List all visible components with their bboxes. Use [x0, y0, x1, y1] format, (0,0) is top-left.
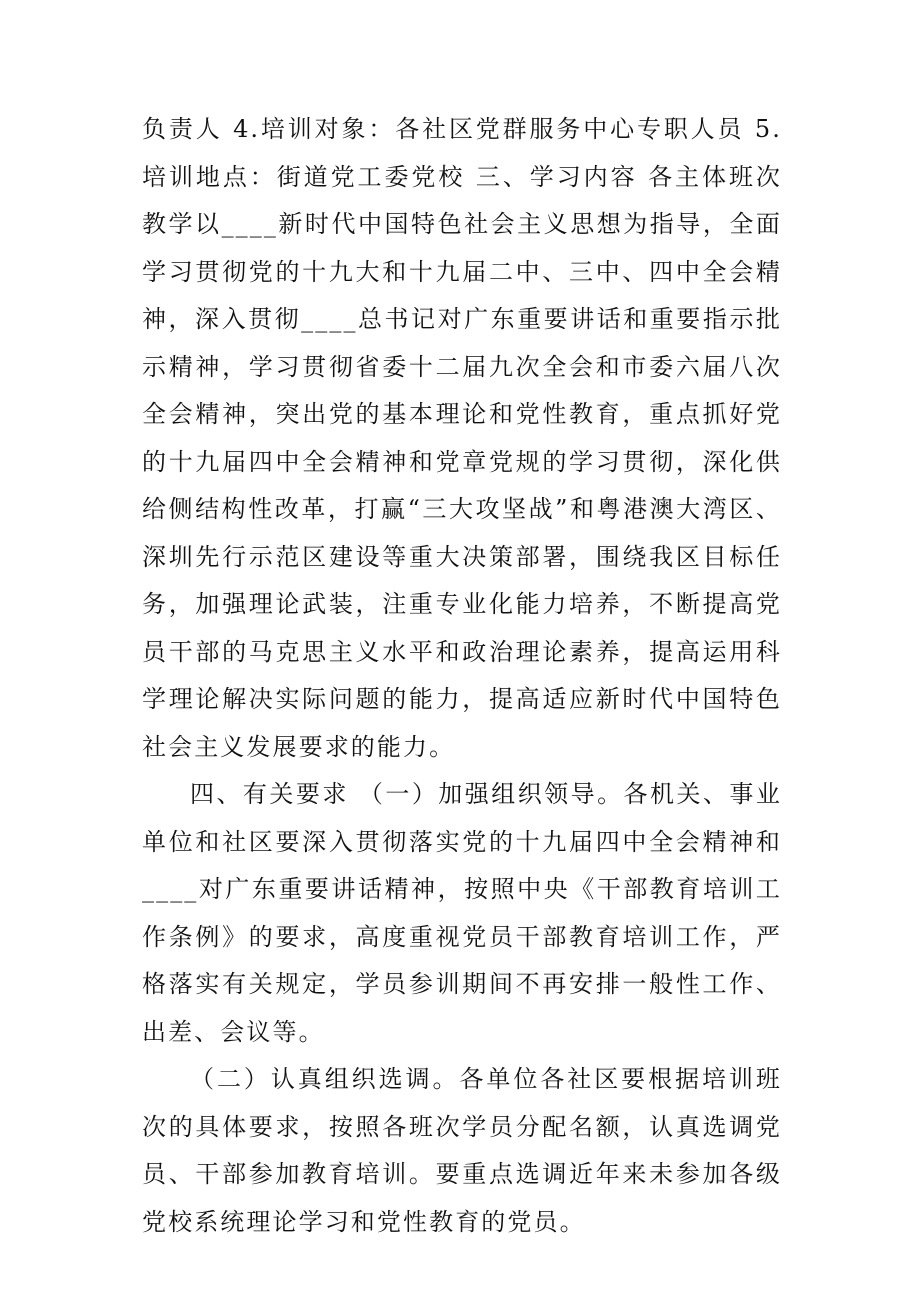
paragraph-requirements-selection: （二）认真组织选调。各单位各社区要根据培训班次的具体要求，按照各班次学员分配名额，认真选调党员、干部参加教育培训。要重点选调近年来未参加各级党校系统理论学习和党性教育的党员。	[142, 1065, 782, 1236]
document-body	[142, 106, 782, 1246]
paragraph-learning-content: 负责人 4.培训对象：各社区党群服务中心专职人员 5.培训地点：街道党工委党校 三、学习内容 各主体班次教学以____新时代中国特色社会主义思想为指导，全面学习贯彻党的十九大和十九届二中、三中、四中全会精神，深入贯彻____总书记对广东重要讲话和重要指示批示精神，学习贯彻省委十二届九次全会和市委六届八次全会精神，突出党的基本理论和党性教育，重点抓好党的十九届四中全会精神和党章党规的学习贯彻，深化供给侧结构性改革，打赢“三大攻坚战”和粤港澳大湾区、深圳先行示范区建设等重大决策部署，围绕我区目标任务，加强理论武装，注重专业化能力培养，不断提高党员干部的马克思主义水平和政治理论素养，提高运用科学理论解决实际问题的能力，提高适应新时代中国特色社会主义发展要求的能力。	[142, 115, 782, 761]
paragraph-requirements-organization: 四、有关要求 （一）加强组织领导。各机关、事业单位和社区要深入贯彻落实党的十九届四中全会精神和____对广东重要讲话精神，按照中央《干部教育培训工作条例》的要求，高度重视党员干部教育培训工作，严格落实有关规定，学员参训期间不再安排一般性工作、出差、会议等。	[142, 780, 782, 1046]
